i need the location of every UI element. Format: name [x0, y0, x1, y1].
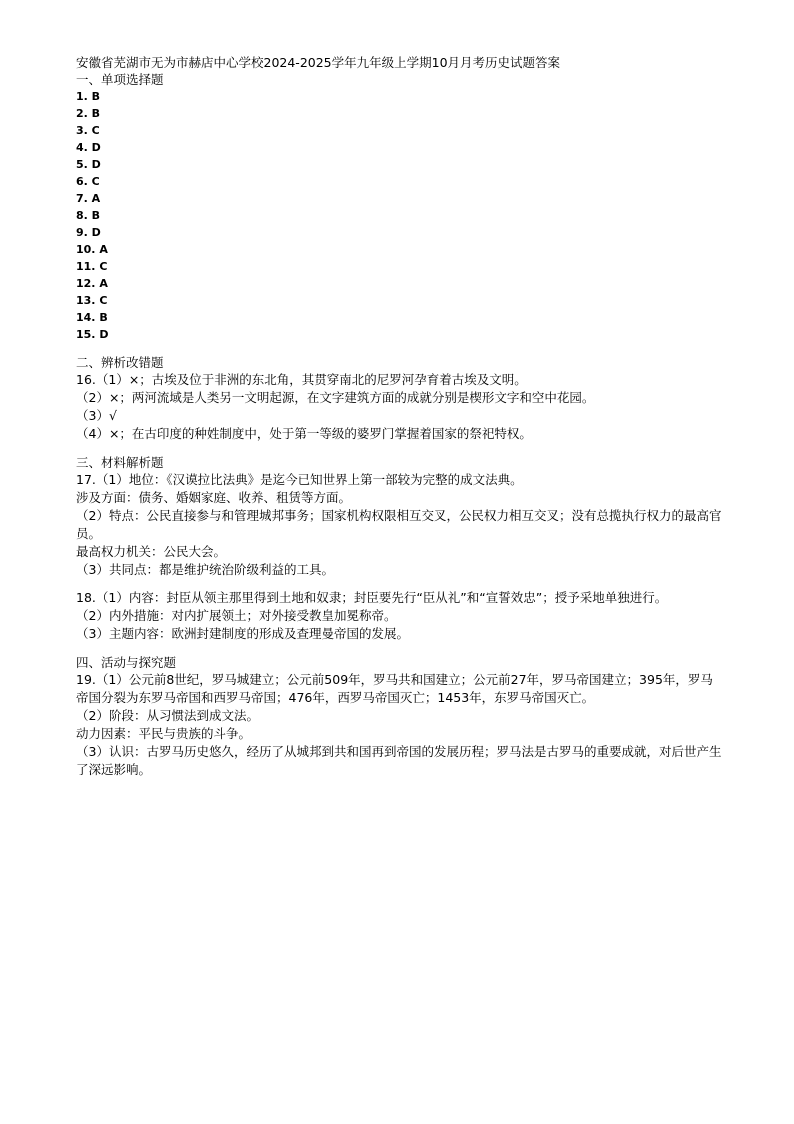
answer-line: （2）阶段：从习惯法到成文法。: [76, 708, 259, 723]
answer-line: 18.（1）内容：封臣从领主那里得到土地和奴隶；封臣要先行“臣从礼”和“宣誓效忠”；授予采地单独进行。: [76, 590, 668, 605]
choice-answer: 9. D: [76, 226, 101, 239]
choice-answer: 14. B: [76, 311, 108, 324]
section-heading-choice: 一、单项选择题: [76, 72, 164, 87]
answer-line: 19.（1）公元前8世纪，罗马城建立；公元前509年，罗马共和国建立；公元前27年，罗马帝国建立；395年，罗马帝国分裂为东罗马帝国和西罗马帝国；476年，西罗马帝国灭亡；1453年，东罗马帝国灭亡。: [76, 672, 713, 705]
answer-line: （3）共同点：都是维护统治阶级利益的工具。: [76, 562, 334, 577]
section-heading-correction: 二、辨析改错题: [76, 355, 164, 370]
choice-answer: 2. B: [76, 107, 101, 120]
answer-line: （2）特点：公民直接参与和管理城邦事务；国家机构权限相互交叉，公民权力相互交叉；没有总揽执行权力的最高官员。: [76, 508, 722, 541]
answer-line: （3）√: [76, 408, 117, 423]
answer-line: 16.（1）×；古埃及位于非洲的东北角，其贯穿南北的尼罗河孕育着古埃及文明。: [76, 372, 527, 387]
section-heading-material: 三、材料解析题: [76, 455, 164, 470]
answer-document: [76, 54, 724, 779]
choice-answer: 6. C: [76, 175, 100, 188]
choice-answer-list: [76, 88, 724, 343]
choice-answer: 8. B: [76, 209, 101, 222]
choice-answer: 7. A: [76, 192, 101, 205]
choice-answer: 1. B: [76, 90, 101, 103]
choice-answer: 10. A: [76, 243, 108, 256]
answer-line: （3）主题内容：欧洲封建制度的形成及查理曼帝国的发展。: [76, 626, 409, 641]
answer-line: （3）认识：古罗马历史悠久，经历了从城邦到共和国再到帝国的发展历程；罗马法是古罗马的重要成就，对后世产生了深远影响。: [76, 744, 722, 777]
choice-answer: 3. C: [76, 124, 100, 137]
answer-line: （2）×；两河流域是人类另一文明起源，在文字建筑方面的成就分别是楔形文字和空中花园。: [76, 390, 595, 405]
answer-line: 涉及方面：债务、婚姻家庭、收养、租赁等方面。: [76, 490, 352, 505]
choice-answer: 11. C: [76, 260, 108, 273]
answer-line: 最高权力机关：公民大会。: [76, 544, 227, 559]
choice-answer: 13. C: [76, 294, 108, 307]
answer-line: （4）×；在古印度的种姓制度中，处于第一等级的婆罗门掌握着国家的祭祀特权。: [76, 426, 532, 441]
section-heading-activity: 四、活动与探究题: [76, 655, 177, 670]
answer-line: 动力因素：平民与贵族的斗争。: [76, 726, 252, 741]
choice-answer: 12. A: [76, 277, 108, 290]
choice-answer: 4. D: [76, 141, 101, 154]
choice-answer: 15. D: [76, 328, 109, 341]
document-title: 安徽省芜湖市无为市赫店中心学校2024-2025学年九年级上学期10月月考历史试题答案: [76, 55, 561, 70]
choice-answer: 5. D: [76, 158, 101, 171]
answer-line: （2）内外措施：对内扩展领土；对外接受教皇加冕称帝。: [76, 608, 397, 623]
answer-line: 17.（1）地位：《汉谟拉比法典》是迄今已知世界上第一部较为完整的成文法典。: [76, 472, 523, 487]
